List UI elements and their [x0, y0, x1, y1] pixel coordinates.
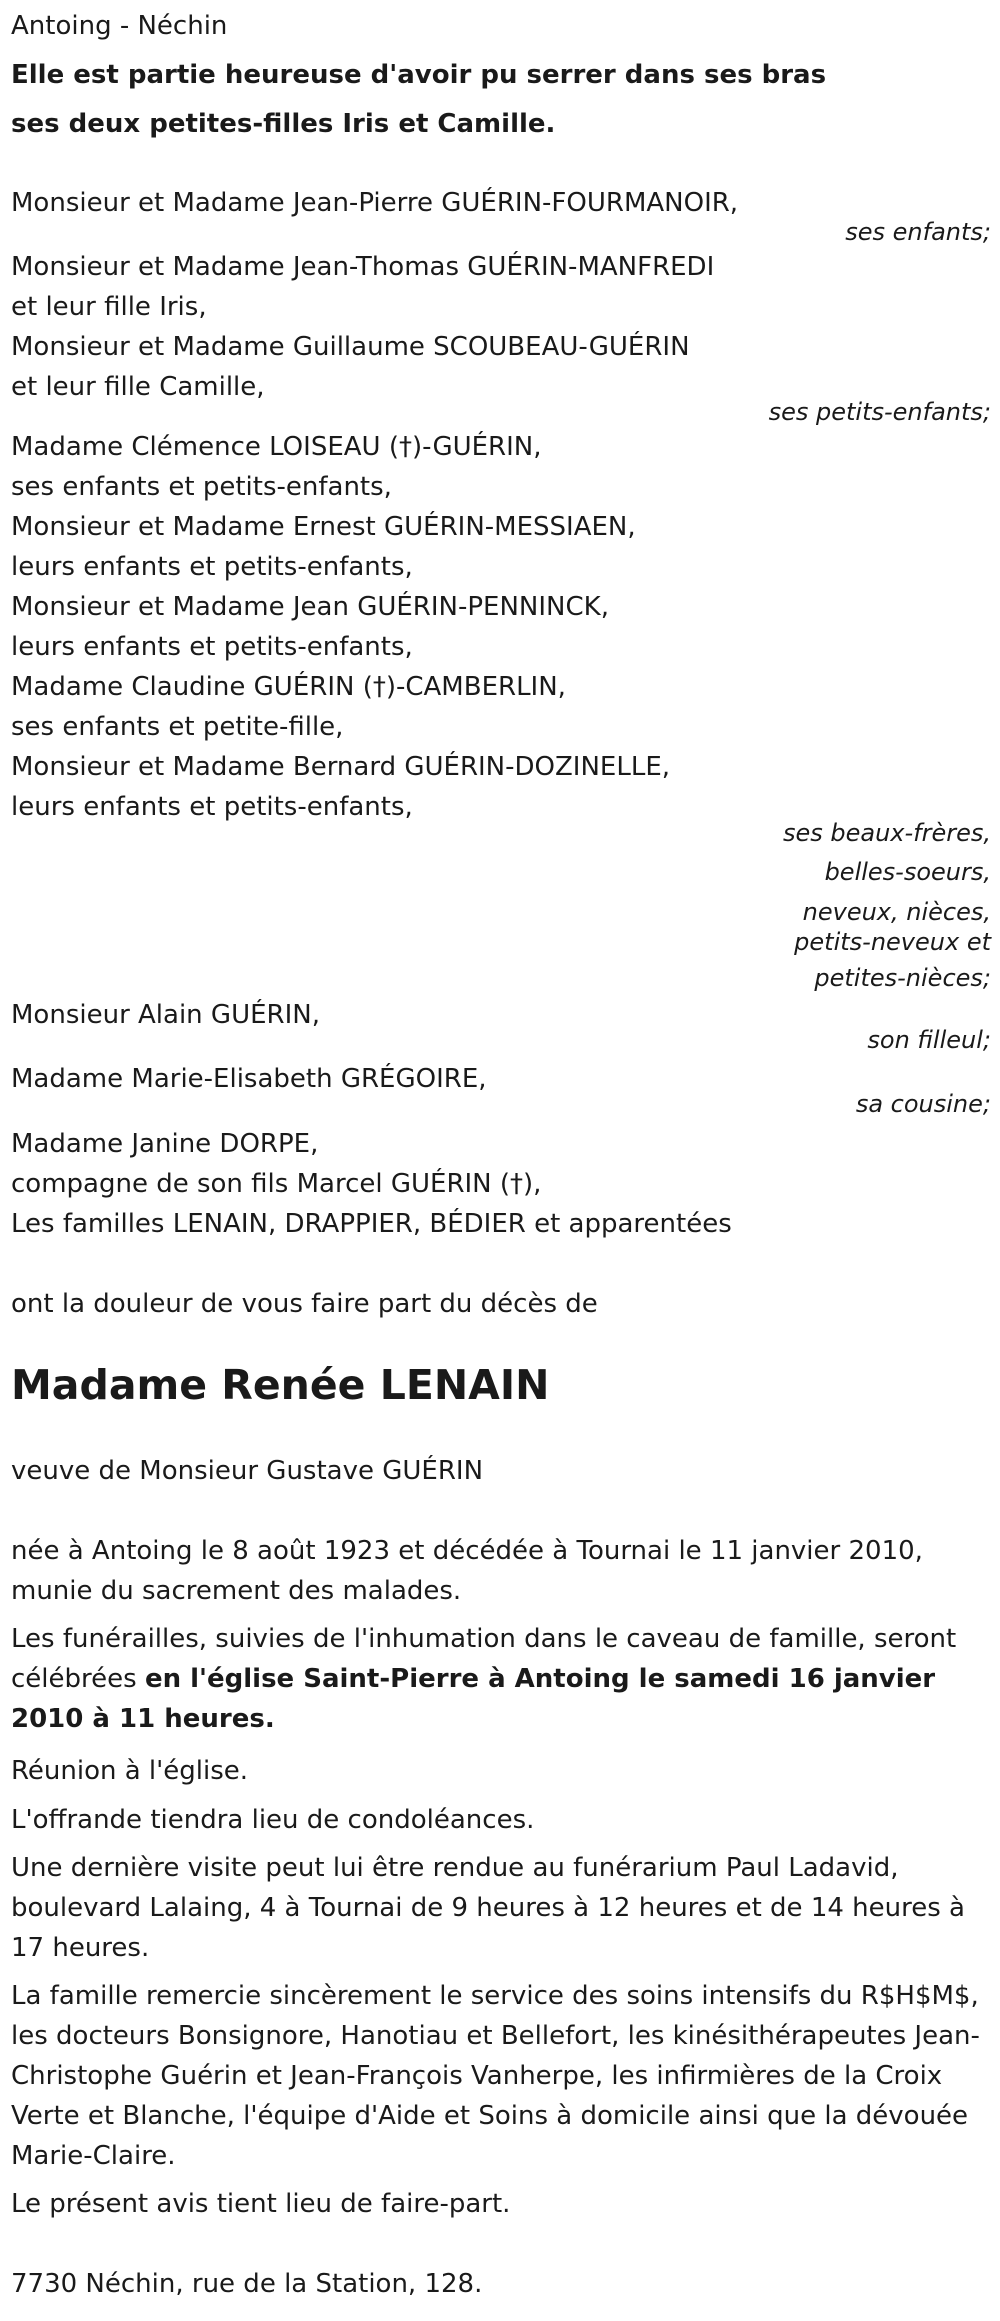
- widow-of: veuve de Monsieur Gustave GUÉRIN: [11, 1456, 484, 1486]
- siblings-line: leurs enfants et petits-enfants,: [11, 632, 413, 662]
- siblings-role-line: petites-nièces;: [814, 964, 991, 992]
- birth-death-text: née à Antoing le 8 août 1923 et décédée à Tournai le 11 janvier 2010, munie du sacrement des malades.: [11, 1536, 923, 1606]
- funeral-text-bold: en l'église Saint-Pierre à Antoing le samedi 16 janvier 2010 à 11 heures.: [11, 1664, 936, 1734]
- siblings-role-line: petits-neveux et: [794, 928, 991, 956]
- others-line: compagne de son fils Marcel GUÉRIN (†),: [11, 1169, 542, 1199]
- siblings-role: [783, 814, 991, 998]
- announcement-text: ont la douleur de vous faire part du décès de: [11, 1289, 598, 1319]
- grandchildren-line: et leur fille Iris,: [11, 292, 207, 322]
- funeral-text: [11, 1619, 986, 1739]
- godson-role: son filleul;: [867, 1026, 991, 1054]
- siblings-line: Monsieur et Madame Ernest GUÉRIN-MESSIAEN,: [11, 512, 636, 542]
- siblings-line: leurs enfants et petits-enfants,: [11, 552, 413, 582]
- siblings-role-line: neveux, nièces,: [802, 898, 991, 926]
- thanks-text: La famille remercie sincèrement le service des soins intensifs du R$H$M$, les docteurs Bonsignore, Hanotiau et Bellefort, les kinésithérapeutes Jean-Christophe Guérin et Jean-François Vanherpe, les infirmières de la Croix Verte et Blanche, l'équipe d'Aide et Soins à domicile ainsi que la dévouée Marie-Claire.: [11, 1981, 980, 2171]
- siblings-line: Monsieur et Madame Bernard GUÉRIN-DOZINELLE,: [11, 752, 671, 782]
- siblings-line: Monsieur et Madame Jean GUÉRIN-PENNINCK,: [11, 592, 609, 622]
- children-role: ses enfants;: [845, 218, 991, 246]
- funeral-text-regular: Les funérailles, suivies de l'inhumation dans le caveau de famille, seront célébrées: [11, 1624, 957, 1694]
- godson-name: Monsieur Alain GUÉRIN,: [11, 1000, 320, 1030]
- siblings-line: Madame Claudine GUÉRIN (†)-CAMBERLIN,: [11, 672, 566, 702]
- notice-text: Le présent avis tient lieu de faire-part.: [11, 2189, 511, 2219]
- grandchildren-line: et leur fille Camille,: [11, 372, 265, 402]
- meeting-text: Réunion à l'église.: [11, 1756, 249, 1786]
- deceased-name: Madame Renée LENAIN: [11, 1361, 550, 1409]
- grandchildren-role: ses petits-enfants;: [768, 398, 991, 426]
- others-line: Madame Janine DORPE,: [11, 1129, 319, 1159]
- visit-text: Une dernière visite peut lui être rendue au funérarium Paul Ladavid, boulevard Lalaing, 4 à Tournai de 9 heures à 12 heures et de 14 heures à 17 heures.: [11, 1853, 965, 1963]
- address-text: 7730 Néchin, rue de la Station, 128.: [11, 2269, 483, 2299]
- siblings-line: ses enfants et petits-enfants,: [11, 472, 392, 502]
- location-heading: Antoing - Néchin: [11, 11, 228, 41]
- others-line: Les familles LENAIN, DRAPPIER, BÉDIER et apparentées: [11, 1209, 732, 1239]
- siblings-role-line: belles-soeurs,: [824, 858, 991, 886]
- offering-text: L'offrande tiendra lieu de condoléances.: [11, 1805, 535, 1835]
- intro-line-2: ses deux petites-filles Iris et Camille.: [11, 109, 556, 139]
- grandchildren-line: Monsieur et Madame Jean-Thomas GUÉRIN-MANFREDI: [11, 252, 715, 282]
- siblings-line: leurs enfants et petits-enfants,: [11, 792, 413, 822]
- siblings-line: ses enfants et petite-fille,: [11, 712, 344, 742]
- grandchildren-line: Monsieur et Madame Guillaume SCOUBEAU-GUÉRIN: [11, 332, 690, 362]
- cousin-role: sa cousine;: [855, 1090, 991, 1118]
- intro-line-1: Elle est partie heureuse d'avoir pu serrer dans ses bras: [11, 60, 827, 90]
- siblings-line: Madame Clémence LOISEAU (†)-GUÉRIN,: [11, 432, 542, 462]
- siblings-role-line: ses beaux-frères,: [782, 819, 991, 847]
- cousin-name: Madame Marie-Elisabeth GRÉGOIRE,: [11, 1064, 487, 1094]
- children-names: Monsieur et Madame Jean-Pierre GUÉRIN-FOURMANOIR,: [11, 188, 739, 218]
